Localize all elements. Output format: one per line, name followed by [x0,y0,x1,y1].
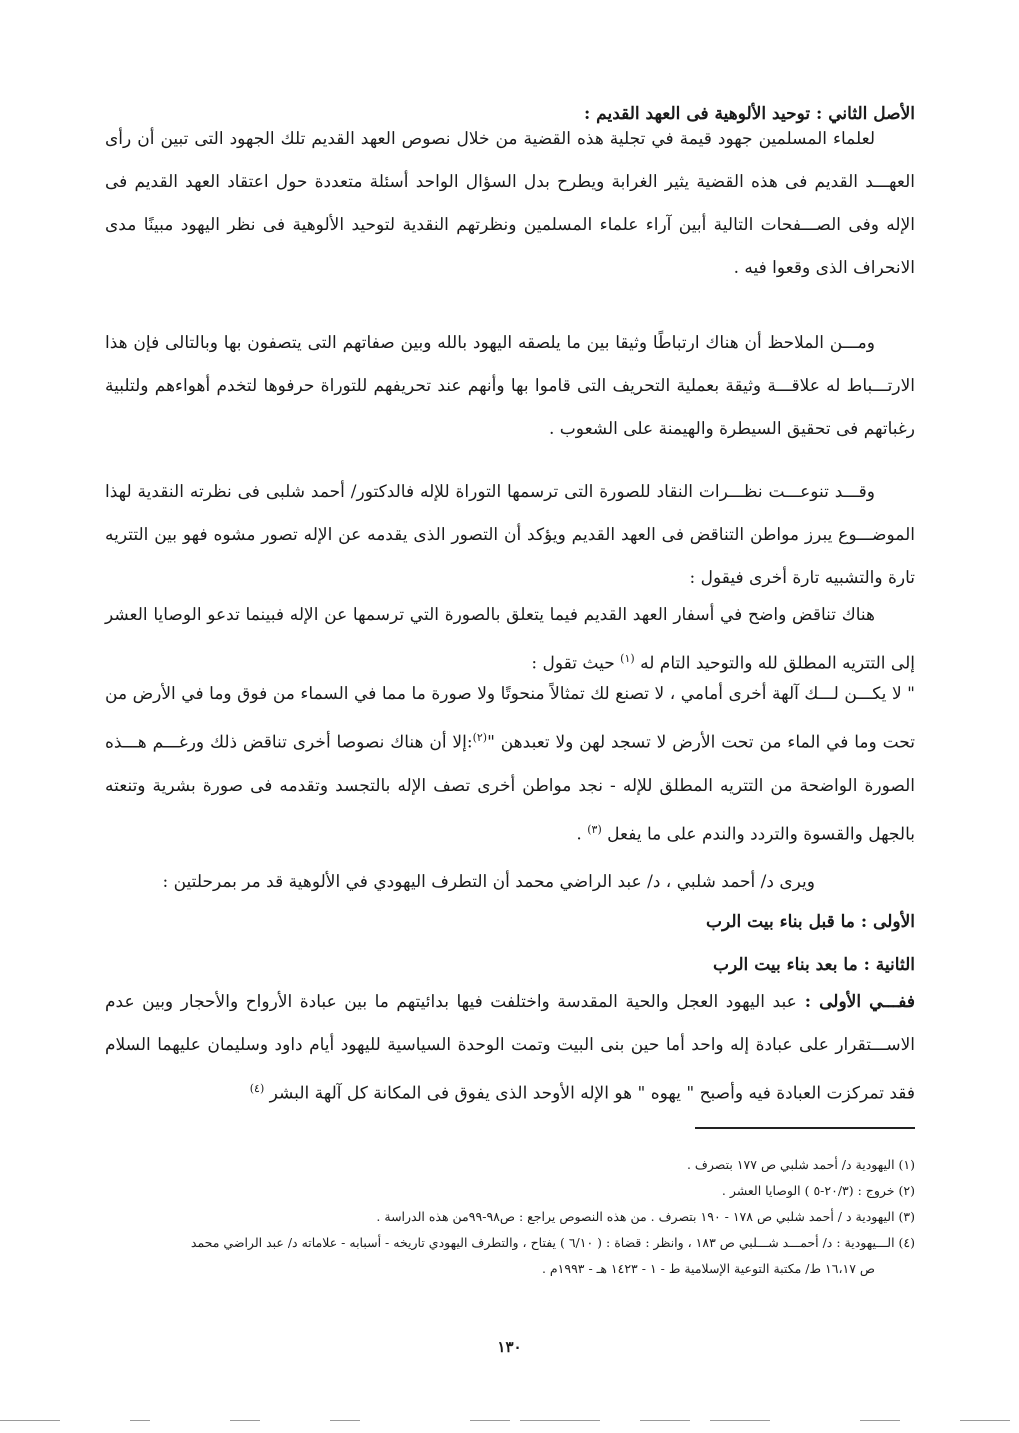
footnote-ref-1: (١) [620,652,635,665]
footnotes [105,1152,915,1282]
heading-title: توحيد الألوهية فى العهد القديم : [583,104,811,124]
stage-second [105,955,915,975]
quote-text: " لا يكـــن لـــك آلهة أخرى أمامي ، لا تصنع لك تمثالاً منحوتًا ولا صورة ما مما في السماء من فوق وما في الأرض من تحت وما في الماء من تحت الأرض لا تسجد لهن ولا تعبدهن " [105,684,915,753]
stage-second-label: الثانية : [857,955,915,975]
footnote-1: (١) اليهودية د/ أحمد شلبي ص ١٧٧ بتصرف . [686,1157,915,1172]
footnote-2: (٢) خروج : (٢٠/٣-٥ ) الوصايا العشر . [721,1183,915,1198]
footnote-3: (٣) اليهودية د / أحمد شلبي ص ١٧٨ - ١٩٠ بتصرف . من هذه النصوص يراجع : ص٩٨-٩٩من هذه الدراسة . [376,1209,915,1224]
paragraph-7-text: عبد اليهود العجل والحية المقدسة واختلفت فيها بدائيتهم ما بين عبادة الأرواح والأحجار وبين عدم الاســـتقرار على عبادة إله واحد أما حين بنى البيت وتمت الوحدة السياسية لليهود أيام داود وسليمان عليهما السلام فقد تمركزت العبادة فيه وأصبح " يهوه " هو الإله الأوحد الذى يفوق فى المكانة كل آلهة البشر [105,992,915,1104]
scan-edge-marks [0,1403,1019,1433]
paragraph-1: لعلماء المسلمين جهود قيمة في تجلية هذه القضية من خلال نصوص العهد القديم تلك الجهود التى تبين أن رأى العهـــد القديم فى هذه القضية يثير الغرابة ويطرح بدل السؤال الواحد أسئلة متعددة حول اعتقاد العهد القديم فى الإله وفى الصـــفحات التالية أبين آراء علماء المسلمين ونظرتهم النقدية لتوحيد الألوهية فى نظر اليهود مبينًا مدى الانحراف الذى وقعوا فيه . [105,129,915,278]
paragraph-7 [105,981,915,1116]
paragraph-5-tail: :إلا أن هناك نصوصا أخرى تناقض ذلك ورغـــم هـــذه الصورة الواضحة من التتريه المطلق للإله - نجد مواطن أخرى تصف الإله بالتجسد وتقدمه فى صورة بشرية وتنعته بالجهل والقسوة والتردد والندم على ما يفعل [105,732,915,845]
footnote-ref-3: (٣) [587,822,602,836]
stage-first [105,912,915,932]
paragraph-4-text: هناك تناقض واضح في أسفار العهد القديم فيما يتعلق بالصورة التي ترسمها عن الإله فبينما تدعو الوصايا العشر إلى التتريه المطلق لله والتوحيد التام له [105,605,915,674]
footnote-4-continuation: ص ١٦،١٧ ط/ مكتبة التوعية الإسلامية ط - ١ - ١٤٢٣ هـ - ١٩٩٣م . [541,1261,875,1276]
paragraph-5-end: . [576,824,588,845]
paragraph-4-tail: حيث تقول : [531,653,621,674]
footnote-ref-4: (٤) [249,1082,265,1095]
footnote-4: (٤) الـــيهودية : د/ أحمـــد شـــلبي ص ١٨٣ ، وانظر : قضاة : ( ٦/١٠ ) يفتاح ، والتطرف اليهودي تاريخه - أسبابه - علاماته د/ عبد الراضي محمد [190,1235,915,1250]
paragraph-5-quote [105,673,915,856]
footnote-ref-2: (٢) [472,731,488,744]
paragraph-4 [105,594,915,686]
paragraph-3: وقـــد تنوعـــت نظـــرات النقاد للصورة التى ترسمها التوراة للإله فالدكتور/ أحمد شلبى فى نظرته النقدية لهذا الموضـــوع يبرز مواطن التناقض فى العهد القديم ويؤكد أن التصور الذى يقدمه عن الإله تصور مشوه فهو بين التتريه تارة والتشبيه تارة أخرى فيقول : [105,482,915,588]
paragraph-6: ويرى د/ أحمد شلبي ، د/ عبد الراضي محمد أن التطرف اليهودي في الألوهية قد مر بمرحلتين : [162,872,815,892]
stage-first-label: الأولى : [854,912,915,932]
stage-first-value: ما قبل بناء بيت الرب [705,912,855,932]
stage-second-value: ما بعد بناء بيت الرب [712,955,858,975]
heading-label: الأصل الثاني : [810,104,915,124]
footnote-divider [695,1127,915,1129]
paragraph-2: ومـــن الملاحظ أن هناك ارتباطًا وثيقا بين ما يلصقه اليهود بالله وبين صفاتهم التى يتصفون بها وبالتالى فإن هذا الارتـــباط له علاقـــة وثيقة بعملية التحريف التى قاموا بها وأنهم عند تحريفهم للتوراة حرفوها لتخدم أهواءهم ولتلبية رغباتهم فى تحقيق السيطرة والهيمنة على الشعوب . [105,333,915,439]
page-number: ١٣٠ [497,1338,522,1356]
paragraph-7-lead: ففـــي الأولى : [796,992,915,1012]
